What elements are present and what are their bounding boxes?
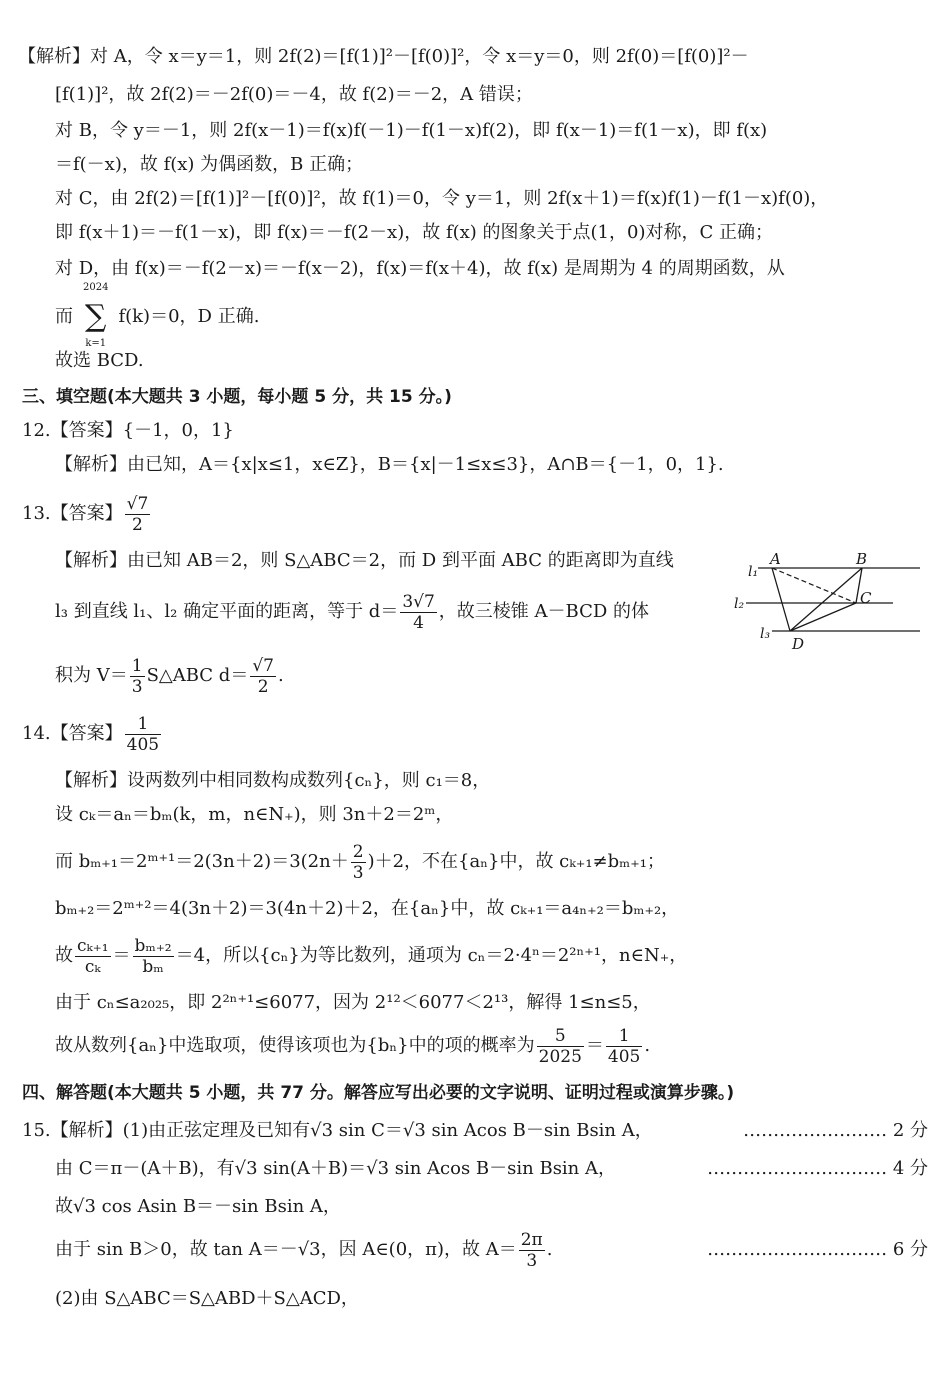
edge-cd	[790, 603, 856, 631]
q13-third-den: 3	[131, 676, 143, 697]
q14-prob-num-2: 1	[606, 1026, 642, 1047]
q11-line-3: 对 B，令 y＝－1，则 2f(x－1)＝f(x)f(－1)－f(1－x)f(2)，即 f(x－1)＝f(1－x)，即 f(x)	[55, 120, 768, 141]
label-a: A	[770, 550, 781, 568]
q14-prob-fraction-1	[537, 1026, 584, 1067]
q15-line-4	[55, 1228, 552, 1272]
q14-answer-fraction	[125, 714, 161, 755]
q13-answer-num: √7	[126, 493, 149, 514]
q13-volume-den: 2	[257, 676, 269, 697]
section-4-title: 四、解答题(本大题共 5 小题，共 77 分。解答应写出必要的文字说明、证明过程或演算步骤。)	[22, 1083, 735, 1103]
q11-line-2: [f(1)]²，故 2f(2)＝－2f(0)＝－4，故 f(2)＝－2，A 错误；	[55, 84, 533, 105]
q14-solution-2: 设 cₖ＝aₙ＝bₘ(k，m，n∈N₊)，则 3n＋2＝2ᵐ，	[55, 804, 454, 825]
q11-line-6: 即 f(x＋1)＝－f(1－x)，即 f(x)＝－f(2－x)，故 f(x) 的图象关于点(1，0)对称，C 正确；	[55, 222, 773, 243]
q14-s7-post: .	[644, 1035, 651, 1056]
label-l1: l₁	[748, 564, 759, 580]
q14-solution-1: 【解析】设两数列中相同数构成数列{cₙ}，则 c₁＝8，	[55, 770, 491, 791]
q14-ratio-b	[133, 936, 174, 977]
q14-prob-num-1: 5	[537, 1026, 584, 1047]
q15-line-1: 15.【解析】(1)由正弦定理及已知有√3 sin C＝√3 sin Acos B－sin Bsin A，	[22, 1120, 653, 1141]
q14-prob-fraction-2	[606, 1026, 642, 1067]
q13-d-num: 3√7	[402, 591, 435, 612]
q15-l4-post: .	[546, 1239, 553, 1260]
q15-score-6: ………………………… 6 分	[707, 1239, 928, 1260]
q11-line-7: 对 D，由 f(x)＝－f(2－x)＝－f(x－2)，f(x)＝f(x＋4)，故 f(x) 是周期为 4 的周期函数，从	[55, 258, 785, 279]
q14-solution-6: 由于 cₙ≤a₂₀₂₅，即 2²ⁿ⁺¹≤6077，因为 2¹²＜6077＜2¹³，解得 1≤n≤5，	[55, 992, 651, 1013]
q14-answer-label: 14.【答案】	[22, 723, 123, 744]
q14-answer-den: 405	[126, 734, 160, 755]
section-3-title: 三、填空题(本大题共 3 小题，每小题 5 分，共 15 分。)	[22, 387, 452, 407]
q14-ratio-c	[75, 936, 111, 977]
q15-line-2: 由 C＝π－(A＋B)，有√3 sin(A＋B)＝√3 sin Acos B－sin Bsin A，	[55, 1158, 616, 1179]
q14-s3-num: 2	[352, 841, 364, 862]
q13-s3-pre: 积为 V＝	[55, 665, 128, 686]
label-l2: l₂	[734, 596, 745, 612]
sum-upper-limit: 2024	[83, 282, 109, 293]
q15-l4-pre: 由于 sin B＞0，故 tan A＝－√3，因 A∈(0，π)，故 A＝	[55, 1239, 517, 1260]
q13-d-den: 4	[413, 612, 424, 633]
q11-line-1: 【解析】对 A，令 x＝y＝1，则 2f(2)＝[f(1)]²－[f(0)]²，令 x＝y＝0，则 2f(0)＝[f(0)]²－	[18, 46, 749, 67]
q11-line-8	[55, 282, 260, 349]
q13-d-fraction	[400, 592, 436, 633]
q14-s5-pre: 故	[55, 945, 73, 966]
q14-solution-3	[55, 840, 665, 884]
q14-s3-post: )＋2，不在{aₙ}中，故 cₖ₊₁≠bₘ₊₁；	[367, 851, 665, 872]
q13-third-num: 1	[131, 655, 143, 676]
q13-answer-label: 13.【答案】	[22, 503, 123, 524]
q13-answer	[22, 492, 152, 536]
q14-s3-den: 3	[352, 862, 364, 883]
label-c: C	[860, 589, 872, 607]
label-b: B	[856, 550, 868, 568]
q14-ratio-c-num: cₖ₊₁	[77, 935, 109, 956]
q14-s5-post: ＝4，所以{cₙ}为等比数列，通项为 cₙ＝2·4ⁿ＝2²ⁿ⁺¹，n∈N₊，	[175, 945, 688, 966]
q11-line-8-pre: 而	[55, 306, 73, 327]
edge-bd	[790, 568, 862, 631]
sum-sign: ∑	[85, 299, 107, 334]
q12-answer: 12.【答案】{－1，0，1}	[22, 420, 234, 441]
q14-solution-4: bₘ₊₂＝2ᵐ⁺²＝4(3n＋2)＝3(4n＋2)＋2，在{aₙ}中，故 cₖ₊₁＝a₄ₙ₊₂＝bₘ₊₂，	[55, 898, 680, 919]
q14-answer	[22, 712, 163, 756]
q14-ratio-b-num: bₘ₊₂	[134, 935, 172, 956]
q13-s2-pre: l₃ 到直线 l₁、l₂ 确定平面的距离，等于 d＝	[55, 601, 399, 622]
q11-line-4: ＝f(－x)，故 f(x) 为偶函数，B 正确；	[55, 154, 364, 175]
q11-line-5: 对 C，由 2f(2)＝[f(1)]²－[f(0)]²，故 f(1)＝0，令 y＝1，则 2f(x＋1)＝f(x)f(1)－f(1－x)f(0)，	[55, 188, 829, 209]
q13-answer-den: 2	[132, 514, 143, 535]
q15-line-3: 故√3 cos Asin B＝－sin Bsin A，	[55, 1196, 341, 1217]
summation	[79, 282, 113, 349]
q14-solution-7	[55, 1024, 650, 1068]
q14-ratio-b-den: bₘ	[142, 956, 164, 977]
q14-prob-den-1: 2025	[538, 1046, 582, 1067]
q13-solution-1: 【解析】由已知 AB＝2，则 S△ABC＝2，而 D 到平面 ABC 的距离即为直线	[55, 550, 674, 571]
q13-s3-mid: S△ABC d＝	[146, 665, 249, 686]
label-d: D	[792, 635, 805, 653]
q13-s2-post: ，故三棱锥 A－BCD 的体	[438, 601, 650, 622]
q14-s5-eq: ＝	[112, 945, 131, 966]
q11-conclusion: 故选 BCD.	[55, 350, 144, 371]
edge-ac	[772, 568, 856, 603]
q14-answer-num: 1	[125, 714, 161, 735]
q13-answer-fraction	[125, 494, 151, 535]
q14-s7-eq: ＝	[585, 1035, 604, 1056]
q15-angle-num: 2π	[520, 1229, 543, 1250]
q13-s3-post: .	[277, 665, 284, 686]
q14-s3-pre: 而 bₘ₊₁＝2ᵐ⁺¹＝2(3n＋2)＝3(2n＋	[55, 851, 349, 872]
q13-solution-2	[55, 590, 649, 634]
sum-lower-limit: k=1	[85, 338, 107, 349]
q13-third-fraction	[130, 656, 145, 697]
q14-solution-5	[55, 934, 687, 978]
q14-s3-fraction	[351, 842, 366, 883]
label-l3: l₃	[760, 626, 771, 642]
q13-solution-3	[55, 654, 284, 698]
q15-score-2: …………………… 2 分	[743, 1120, 928, 1141]
q15-angle-den: 3	[526, 1250, 538, 1271]
q13-volume-num: √7	[252, 655, 274, 676]
q15-line-5: (2)由 S△ABC＝S△ABD＋S△ACD，	[55, 1288, 359, 1309]
edge-ad	[772, 568, 790, 631]
q12-solution: 【解析】由已知，A＝{x|x≤1，x∈Z}，B＝{x|－1≤x≤3}，A∩B＝{－1，0，1}.	[55, 454, 724, 475]
q13-figure	[728, 548, 928, 654]
q13-volume-fraction	[250, 656, 276, 697]
q14-prob-den-2: 405	[607, 1046, 641, 1067]
q14-ratio-c-den: cₖ	[84, 956, 101, 977]
q11-line-8-post: f(k)＝0，D 正确.	[118, 306, 260, 327]
q15-angle-fraction	[519, 1230, 545, 1271]
q14-s7-pre: 故从数列{aₙ}中选取项，使得该项也为{bₙ}中的项的概率为	[55, 1035, 535, 1056]
q15-score-4: ………………………… 4 分	[707, 1158, 928, 1179]
